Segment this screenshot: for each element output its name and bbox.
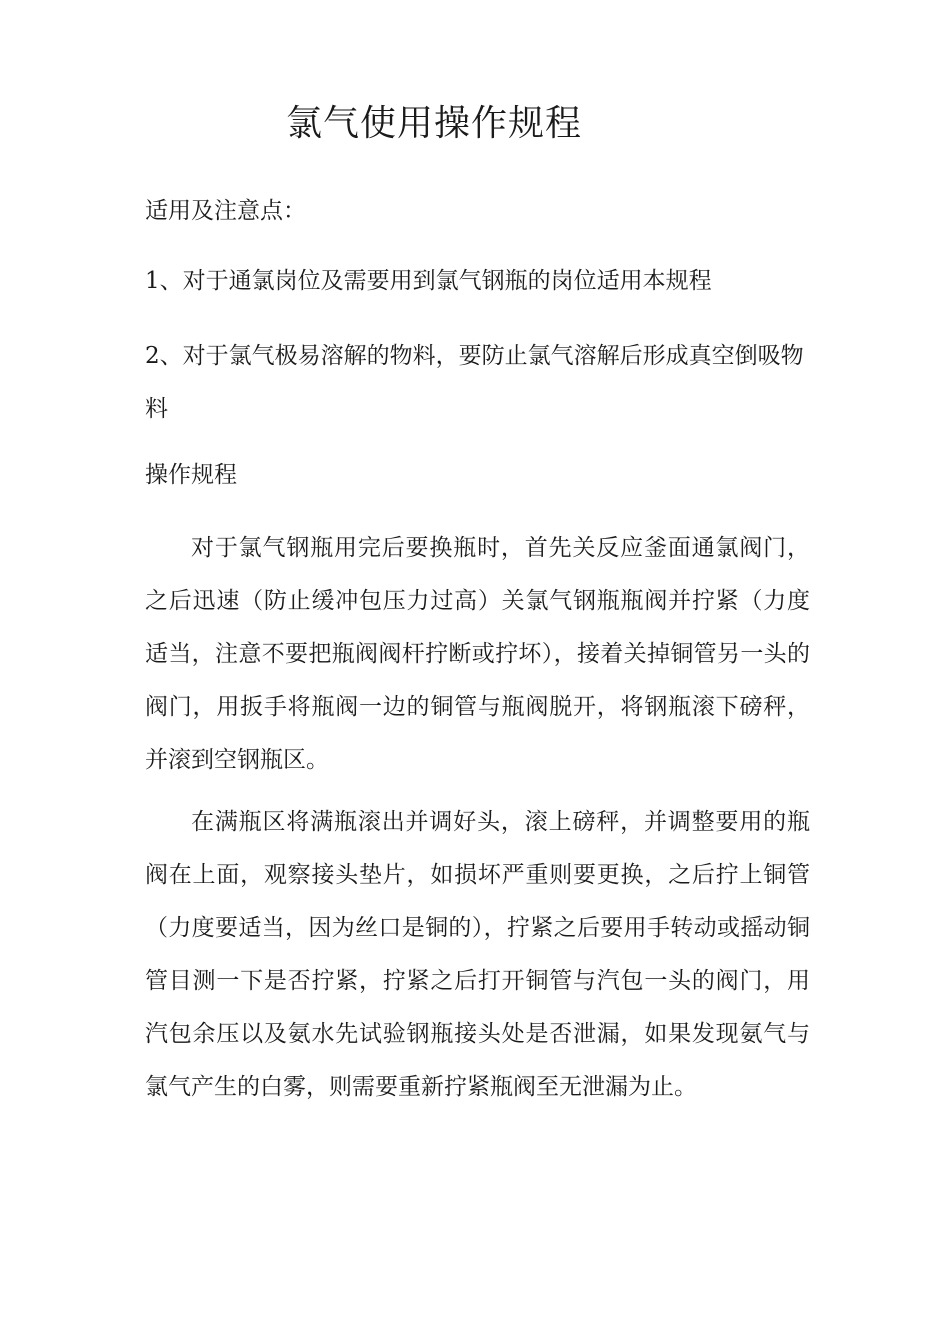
procedure-paragraph-1: 对于氯气钢瓶用完后要换瓶时，首先关反应釜面通氯阀门，之后迅速（防止缓冲包压力过高）关氯气钢瓶瓶阀并拧紧（力度适当，注意不要把瓶阀阀杆拧断或拧坏），接着关掉铜管另一头的阀门，用扳手将瓶阀一边的铜管与瓶阀脱开，将钢瓶滚下磅秤，并滚到空钢瓶区。 (145, 535, 810, 773)
section-heading-applicable: 适用及注意点： (145, 198, 306, 224)
list-item-2: 2、对于氯气极易溶解的物料，要防止氯气溶解后形成真空倒吸物料 (145, 343, 804, 422)
section-heading-procedure: 操作规程 (145, 462, 237, 488)
list-item-1: 1、对于通氯岗位及需要用到氯气钢瓶的岗位适用本规程 (145, 268, 712, 294)
document-title: 氯气使用操作规程 (286, 103, 583, 144)
procedure-paragraph-2: 在满瓶区将满瓶滚出并调好头，滚上磅秤，并调整要用的瓶阀在上面，观察接头垫片，如损坏严重则要更换，之后拧上铜管（力度要适当，因为丝口是铜的），拧紧之后要用手转动或摇动铜管目测一下是否拧紧，拧紧之后打开铜管与汽包一头的阀门，用汽包余压以及氨水先试验钢瓶接头处是否泄漏，如果发现氨气与氯气产生的白雾，则需要重新拧紧瓶阀至无泄漏为止。 (145, 809, 810, 1100)
